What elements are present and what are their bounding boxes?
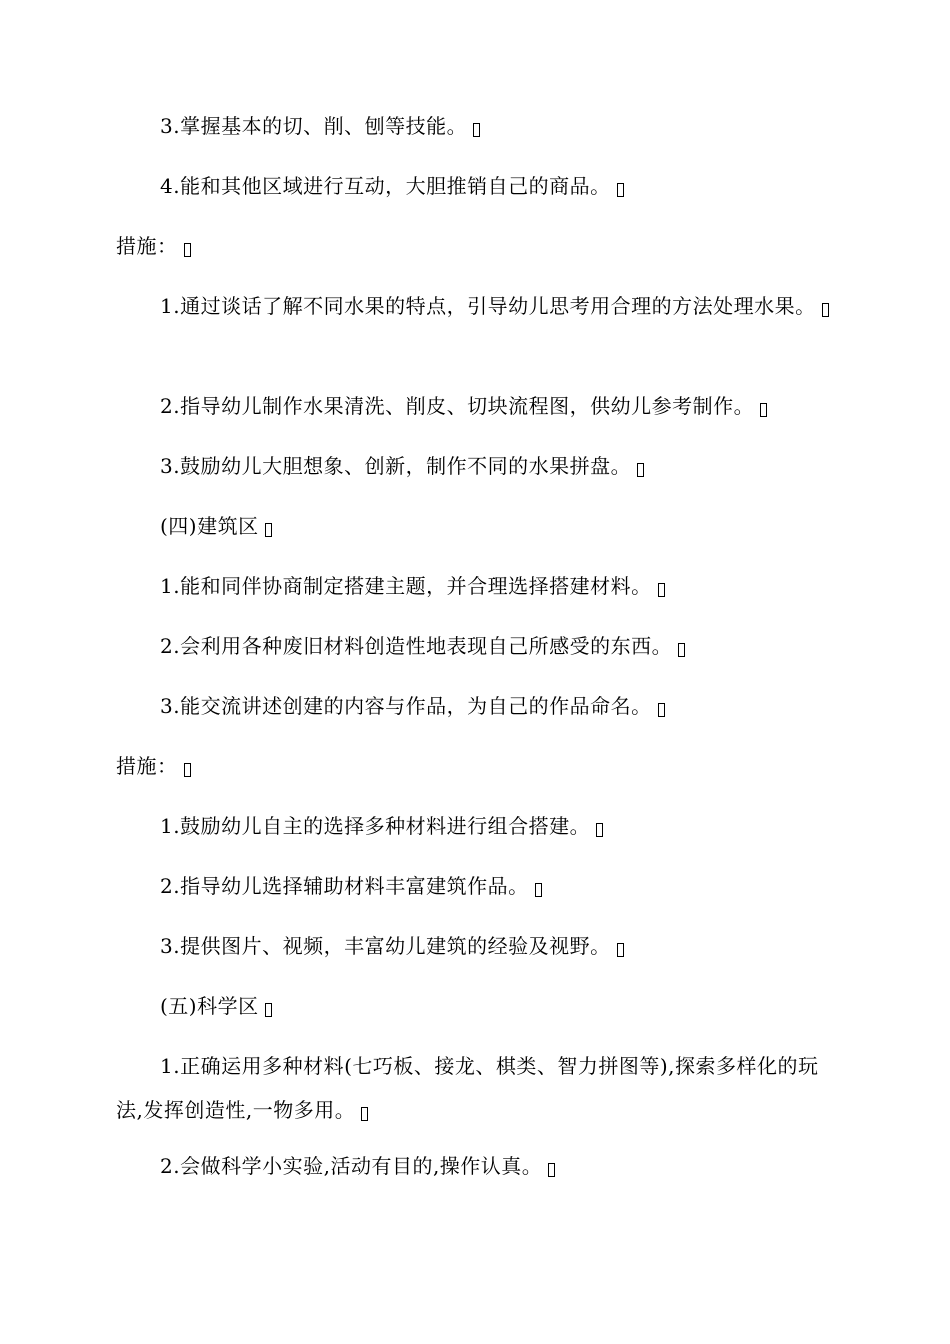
paragraph-text: 2.会做科学小实验,活动有目的,操作认真。 [160,1154,543,1178]
paragraph-text: 3.鼓励幼儿大胆想象、创新，制作不同的水果拼盘。 [160,454,632,478]
paragraph-mark-icon [535,883,542,897]
section-heading [116,984,836,1028]
measures-heading [116,224,836,268]
paragraph-text: (四)建筑区 [160,514,259,538]
paragraph-mark-icon [658,703,665,717]
paragraph-mark-icon [473,123,480,137]
paragraph [116,1144,836,1188]
paragraph-text: 1.能和同伴协商制定搭建主题，并合理选择搭建材料。 [160,574,652,598]
paragraph-mark-icon [184,763,191,777]
paragraph-text: 3.提供图片、视频，丰富幼儿建筑的经验及视野。 [160,934,611,958]
paragraph-text: 2.会利用各种废旧材料创造性地表现自己所感受的东西。 [160,634,673,658]
paragraph-mark-icon [617,943,624,957]
paragraph-text: 2.指导幼儿制作水果清洗、削皮、切块流程图，供幼儿参考制作。 [160,394,755,418]
paragraph [116,384,836,428]
paragraph-text: 3.掌握基本的切、削、刨等技能。 [160,114,468,138]
paragraph-mark-icon [760,403,767,417]
measures-heading [116,744,836,788]
section-heading [116,504,836,548]
paragraph-text: 措施： [116,234,178,258]
paragraph-mark-icon [548,1163,555,1177]
paragraph-text: 1.鼓励幼儿自主的选择多种材料进行组合搭建。 [160,814,591,838]
paragraph-mark-icon [658,583,665,597]
paragraph-mark-icon [617,183,624,197]
paragraph-mark-icon [184,243,191,257]
paragraph-text: 1.正确运用多种材料(七巧板、接龙、棋类、智力拼图等),探索多样化的玩法,发挥创造性,一物多用。 [116,1054,819,1122]
paragraph-mark-icon [637,463,644,477]
paragraph [116,864,836,908]
paragraph [116,164,836,208]
paragraph-text: 措施： [116,754,178,778]
paragraph [116,444,836,488]
paragraph-text: (五)科学区 [160,994,259,1018]
paragraph [116,924,836,968]
paragraph-mark-icon [265,523,272,537]
paragraph [116,284,836,328]
paragraph [116,104,836,148]
paragraph [116,564,836,608]
paragraph [116,1044,836,1132]
paragraph-text: 1.通过谈话了解不同水果的特点，引导幼儿思考用合理的方法处理水果。 [160,294,816,318]
paragraph-mark-icon [822,303,829,317]
paragraph [116,684,836,728]
paragraph-text: 3.能交流讲述创建的内容与作品，为自己的作品命名。 [160,694,652,718]
paragraph-mark-icon [678,643,685,657]
paragraph-mark-icon [361,1107,368,1121]
paragraph-text: 2.指导幼儿选择辅助材料丰富建筑作品。 [160,874,529,898]
paragraph [116,804,836,848]
paragraph-text: 4.能和其他区域进行互动，大胆推销自己的商品。 [160,174,611,198]
paragraph [116,624,836,668]
paragraph-mark-icon [265,1003,272,1017]
paragraph-mark-icon [596,823,603,837]
